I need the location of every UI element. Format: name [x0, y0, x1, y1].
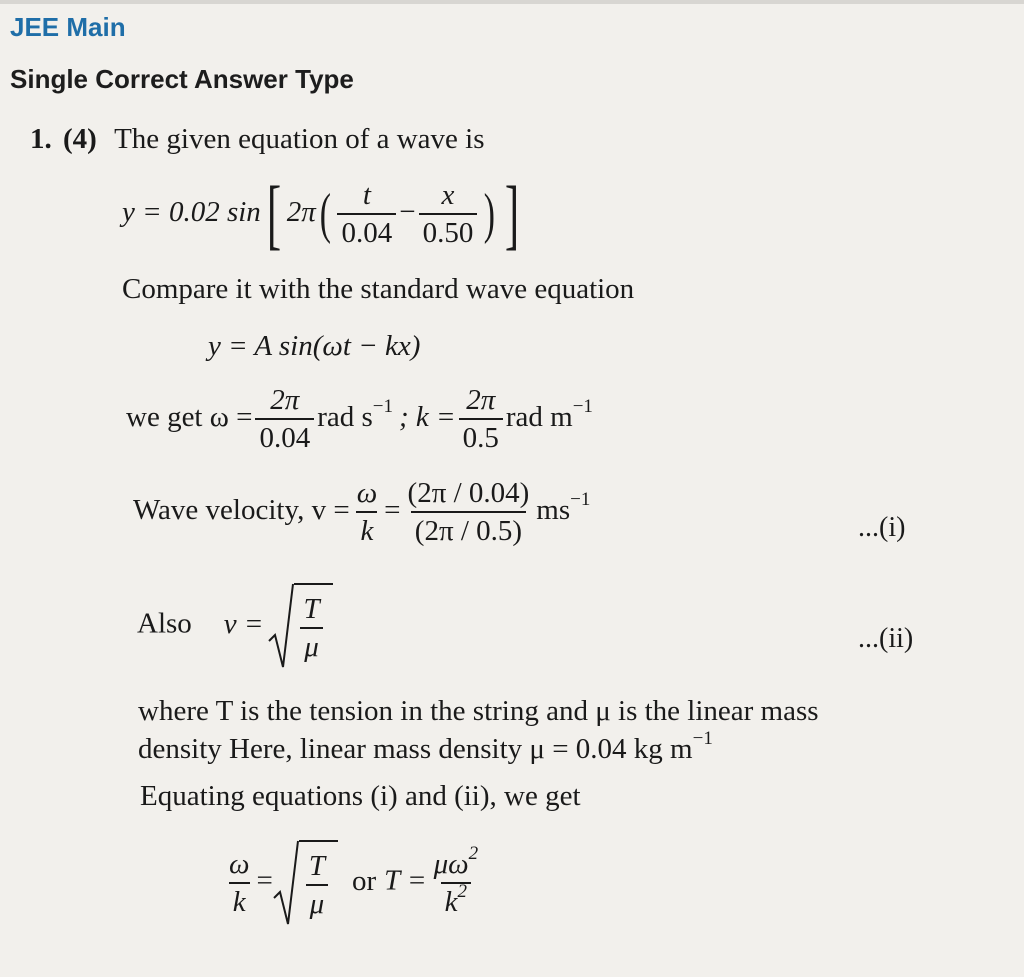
eq1-x: x: [441, 179, 455, 211]
eq4-unit: ms: [536, 494, 571, 527]
eq3-omega-frac: [255, 385, 314, 454]
section-heading: JEE Main: [10, 12, 126, 42]
eq6-frac: [305, 851, 329, 920]
eq3-omega-num: 2π: [270, 384, 300, 416]
tension-velocity-equation: [137, 583, 333, 669]
intro-text: The given equation of a wave is: [114, 123, 485, 155]
where-line-1: where T is the tension in the string and μ is the linear mass: [138, 695, 819, 727]
eq3-omega-unit: rad s: [317, 401, 373, 434]
eq3-omega-exp: −1: [372, 396, 393, 418]
eq6-num: [430, 842, 483, 882]
eq6-den-text: k: [444, 886, 458, 918]
eq4-k: k: [356, 511, 377, 546]
tension-result-equation: [222, 840, 485, 926]
eq5-mu: μ: [300, 627, 323, 662]
eq5-v: v =: [223, 607, 264, 640]
eq1-t: t: [362, 179, 371, 211]
eq3-prefix: we get ω =: [126, 401, 253, 434]
eq4-omega: ω: [356, 477, 378, 509]
eq4-den: (2π / 0.5): [411, 511, 526, 546]
wave-velocity-equation: [133, 478, 590, 547]
eq6-equals: =: [256, 864, 273, 897]
compare-text: Compare it with the standard wave equation: [122, 273, 635, 305]
question-type-heading: Single Correct Answer Type: [10, 64, 354, 94]
eq5-T: T: [303, 592, 320, 625]
eq6-sqrt: [273, 840, 338, 926]
given-wave-equation: y = 0.02 sin[ 2π( $\frac{t}{0.04}$ − $\frac{x}{0.50}$ ) ]: [122, 170, 520, 258]
eq6-mu: μ: [306, 884, 329, 919]
eq6-den: [441, 882, 471, 917]
eq6-result-frac: [430, 842, 483, 918]
eq1-minus: −: [399, 196, 416, 229]
eq6-omega-k: [225, 849, 253, 918]
eq5-prefix: Also: [137, 607, 192, 640]
eq3-k-frac: [459, 385, 503, 454]
eq6-or: or: [351, 864, 377, 897]
eq6-T: T: [308, 849, 325, 882]
eq4-omega-k: [353, 478, 381, 547]
top-border: [0, 0, 1024, 4]
answer-option: (4): [63, 123, 97, 155]
eq4-exp: −1: [570, 489, 591, 511]
eq3-k-exp: −1: [572, 396, 593, 418]
eq1-lhs: y = 0.02 sin: [122, 196, 261, 229]
question-number: 1.: [30, 123, 52, 155]
eq1-x-den: 0.50: [419, 213, 478, 248]
radical-sign-icon: [268, 583, 294, 669]
eq1-frac-t: [337, 180, 396, 249]
eq4-prefix: Wave velocity, v =: [133, 494, 350, 527]
eq6-T-lhs: T =: [384, 864, 427, 897]
eq5-sqrt: [268, 583, 333, 669]
eq6-omega: ω: [229, 847, 250, 880]
eq3-k-den: 0.5: [459, 418, 503, 453]
where-line-2-text: density Here, linear mass density μ = 0.04 kg m: [138, 733, 693, 765]
where-line-2: [138, 728, 713, 765]
eq4-equals: =: [384, 494, 401, 527]
eq5-frac: [300, 594, 324, 663]
eq1-two-pi: 2π: [286, 196, 316, 229]
where-exp: −1: [692, 728, 713, 749]
omega-k-values: [126, 385, 593, 454]
equation-label-i: ...(i): [858, 512, 906, 543]
eq3-sep: ; k =: [398, 401, 456, 434]
radical-sign-icon: [273, 840, 299, 926]
eq4-num: (2π / 0.04): [407, 477, 530, 509]
question-intro-line: [30, 125, 485, 154]
equation-label-ii: ...(ii): [858, 623, 914, 654]
eq6-den-sq: 2: [457, 881, 468, 902]
eq3-k-num: 2π: [466, 384, 496, 416]
eq3-k-unit: rad m: [505, 401, 573, 434]
eq4-ratio: [404, 478, 534, 547]
eq6-num-text: μω: [433, 847, 469, 880]
eq1-t-den: 0.04: [337, 213, 396, 248]
equating-text: Equating equations (i) and (ii), we get: [140, 780, 581, 812]
eq1-frac-x: [419, 180, 478, 249]
eq6-k: k: [229, 882, 250, 917]
eq3-omega-den: 0.04: [255, 418, 314, 453]
standard-wave-equation: y = A sin(ωt − kx): [208, 330, 421, 362]
eq6-num-sq: 2: [468, 842, 479, 864]
